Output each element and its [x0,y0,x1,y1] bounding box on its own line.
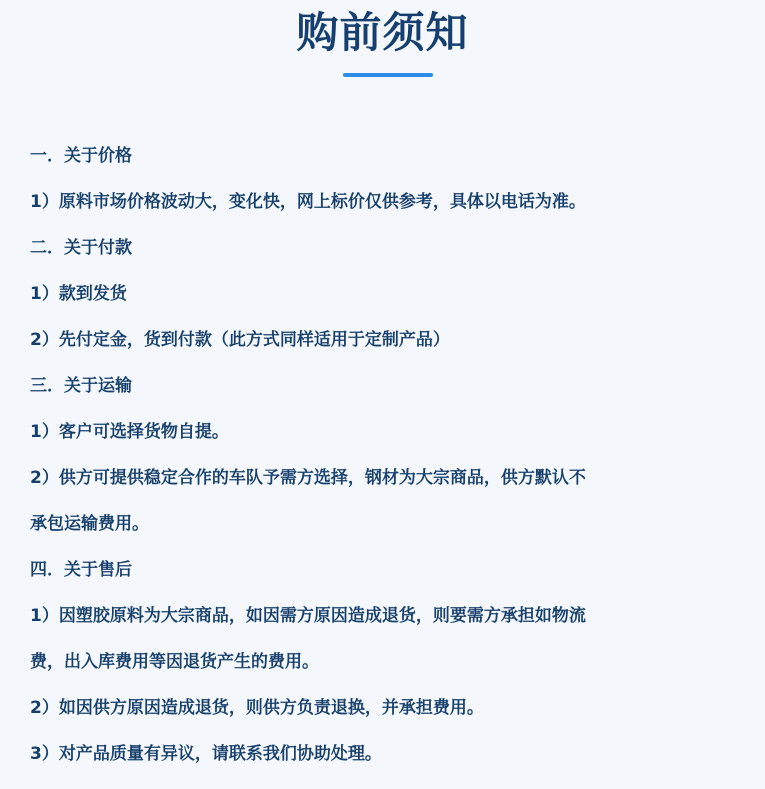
page-title: 购前须知 [296,8,469,57]
payment-item-2: 2）先付定金，货到付款（此方式同样适用于定制产品） [30,330,450,350]
after-sales-item-3: 3）对产品质量有异议，请联系我们协助处理。 [30,744,382,764]
section-heading-shipping: 三．关于运输 [30,376,132,396]
payment-item-1: 1）款到发货 [30,284,127,304]
shipping-item-2-line-1: 2）供方可提供稳定合作的车队予需方选择，钢材为大宗商品，供方默认不 [30,468,586,488]
section-heading-after-sales: 四．关于售后 [30,560,132,580]
section-heading-price: 一．关于价格 [30,146,132,166]
notice-content [30,133,735,777]
after-sales-item-2: 2）如因供方原因造成退货，则供方负责退换，并承担费用。 [30,698,484,718]
shipping-item-1: 1）客户可选择货物自提。 [30,422,229,442]
price-item-1: 1）原料市场价格波动大，变化快，网上标价仅供参考，具体以电话为准。 [30,192,586,212]
shipping-item-2-line-2: 承包运输费用。 [30,514,149,534]
after-sales-item-1-line-2: 费，出入库费用等因退货产生的费用。 [30,652,319,672]
section-heading-payment: 二．关于付款 [30,238,132,258]
title-underline [343,73,433,77]
after-sales-item-1-line-1: 1）因塑胶原料为大宗商品，如因需方原因造成退货，则要需方承担如物流 [30,606,586,626]
